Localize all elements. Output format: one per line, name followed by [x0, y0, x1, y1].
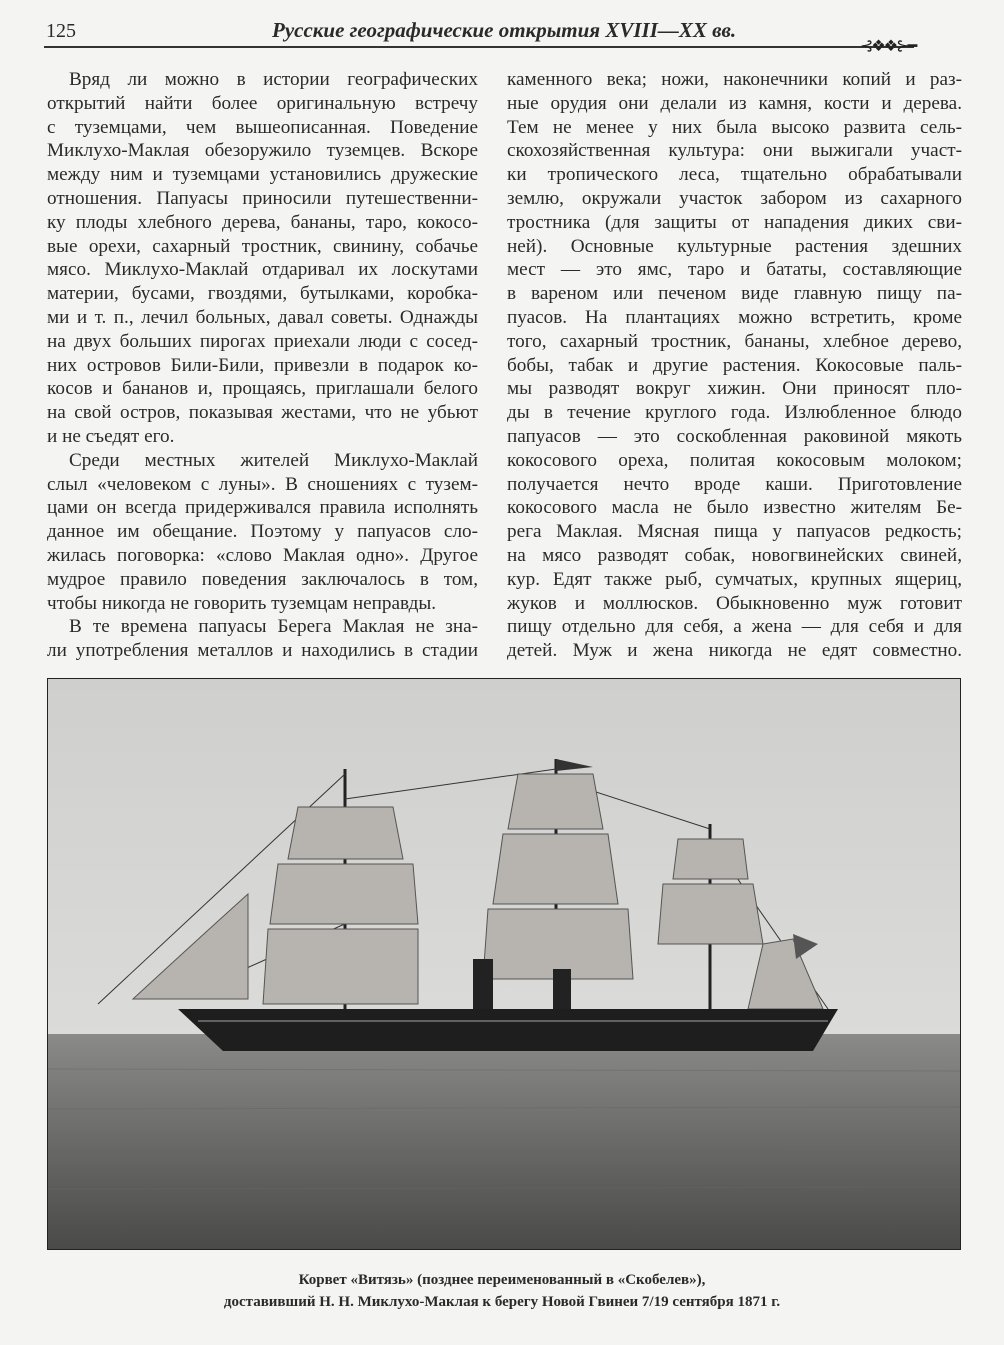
text-line: и не съедят его.: [47, 425, 175, 447]
text-line: с туземцами, чем вышеописанная. Поведение: [47, 116, 478, 138]
text-line: детей. Муж и жена никогда не едят совместно.: [507, 640, 962, 662]
text-line: ки тропического леса, тщательно обрабатывали: [507, 164, 962, 186]
text-line: В те времена папуасы Берега Маклая не зна-: [69, 616, 478, 638]
left-column: [47, 68, 478, 663]
text-line: пуасов. На плантациях можно встретить, кроме: [507, 306, 962, 328]
text-line: мест — это ямс, таро и бататы, составляющие: [507, 259, 962, 281]
right-column: [507, 68, 962, 663]
text-line: отношения. Папуасы приносили путешественни-: [47, 187, 478, 209]
text-line: тростника (для защиты от нападения диких сви-: [507, 211, 962, 233]
figure-caption-line-2: доставивший Н. Н. Миклухо-Маклая к берегу Новой Гвинеи 7/19 сентября 1871 г.: [223, 1294, 781, 1310]
text-line: на мясо разводят собак, новогвинейских свиней,: [507, 544, 962, 566]
running-title: Русские географические открытия XVIII—XX вв.: [272, 18, 737, 42]
text-line: в вареном или печеном виде главную пищу па-: [507, 283, 962, 305]
text-line: данное им обещание. Поэтому у папуасов сло-: [47, 521, 478, 543]
text-line: мясо. Миклухо-Маклай отдаривал их лоскутами: [47, 259, 478, 281]
header-ornament-icon: ⊰❖❖⊱━: [860, 38, 916, 55]
header-rule: [44, 46, 914, 48]
text-line: бобы, табак и другие растения. Кокосовые паль-: [507, 354, 962, 376]
text-line: Миклухо-Маклая обезоружило туземцев. Вскоре: [47, 140, 478, 162]
text-line: землю, окружали участок забором из сахарного: [507, 187, 962, 209]
text-line: слыл «человеком с луны». В сношениях с тузем-: [47, 473, 478, 495]
text-line: ми и т. п., лечил больных, давал советы. Однажды: [47, 306, 478, 328]
text-line: пищу отдельно для себя, а жена — для себя и для: [507, 616, 962, 638]
text-line: Вряд ли можно в истории географических: [69, 69, 478, 90]
text-line: между ним и туземцами установились дружеские: [47, 164, 478, 186]
text-line: жуков и моллюсков. Обыкновенно муж готовит: [507, 592, 962, 614]
text-line: вые орехи, сахарный тростник, свинину, собачье: [47, 235, 478, 257]
text-line: цами он всегда придерживался правила исполнять: [47, 497, 478, 519]
text-line: на свой остров, показывая жестами, что не убьют: [47, 402, 478, 424]
corvette-vityaz-illustration: [48, 679, 960, 1249]
text-line: косов и бананов и, прощаясь, приглашали белого: [47, 378, 478, 400]
text-line: получается нечто вроде каши. Приготовление: [507, 473, 962, 495]
text-line: ные орудия они делали из камня, кости и дерева.: [507, 92, 962, 114]
text-line: них островов Били-Били, привезли в подарок ко-: [47, 354, 478, 376]
page-number: 125: [46, 20, 76, 42]
text-line: материи, бусами, гвоздями, бутылками, коробка-: [47, 283, 478, 305]
text-line: того, сахарный тростник, бананы, хлебное дерево,: [507, 330, 962, 352]
text-line: кокосового ореха, политая кокосовым молоком;: [507, 449, 962, 471]
text-line: каменного века; ножи, наконечники копий и раз-: [507, 69, 962, 90]
text-line: ды в течение круглого года. Излюбленное блюдо: [507, 402, 962, 424]
text-line: скохозяйственная культура: они выжигали участ-: [507, 140, 962, 162]
text-line: Тем не менее у них была высоко развита сель-: [507, 116, 962, 138]
text-line: мы разводят вокруг хижин. Они приносят пло-: [507, 378, 962, 400]
text-line: Среди местных жителей Миклухо-Маклай: [69, 449, 478, 471]
text-line: папуасов — это соскобленная раковиной мякоть: [507, 425, 962, 447]
ship-photo: [47, 678, 961, 1250]
text-line: рега Маклая. Мясная пища у папуасов редкость;: [507, 521, 962, 543]
text-line: открытий найти более оригинальную встречу: [47, 92, 478, 114]
text-line: ку плоды хлебного дерева, бананы, таро, кокосо-: [47, 211, 478, 233]
text-line: кур. Едят также рыб, сумчатых, крупных ящериц,: [507, 568, 962, 590]
text-line: на двух больших пирогах приехали люди с сосед-: [47, 330, 478, 352]
figure-caption-line-1: Корвет «Витязь» (позднее переименованный в «Скобелев»),: [298, 1272, 706, 1288]
text-line: кокосового масла не было известно жителям Бе-: [507, 497, 962, 519]
text-line: ли употребления металлов и находились в стадии: [47, 640, 478, 662]
text-line: жилась поговорка: «слово Маклая одно». Другое: [47, 544, 478, 566]
text-line: ней). Основные культурные растения здешних: [507, 235, 962, 257]
text-line: мудрое правило поведения заключалось в том,: [47, 568, 478, 590]
text-line: чтобы никогда не говорить туземцам неправды.: [47, 592, 437, 614]
